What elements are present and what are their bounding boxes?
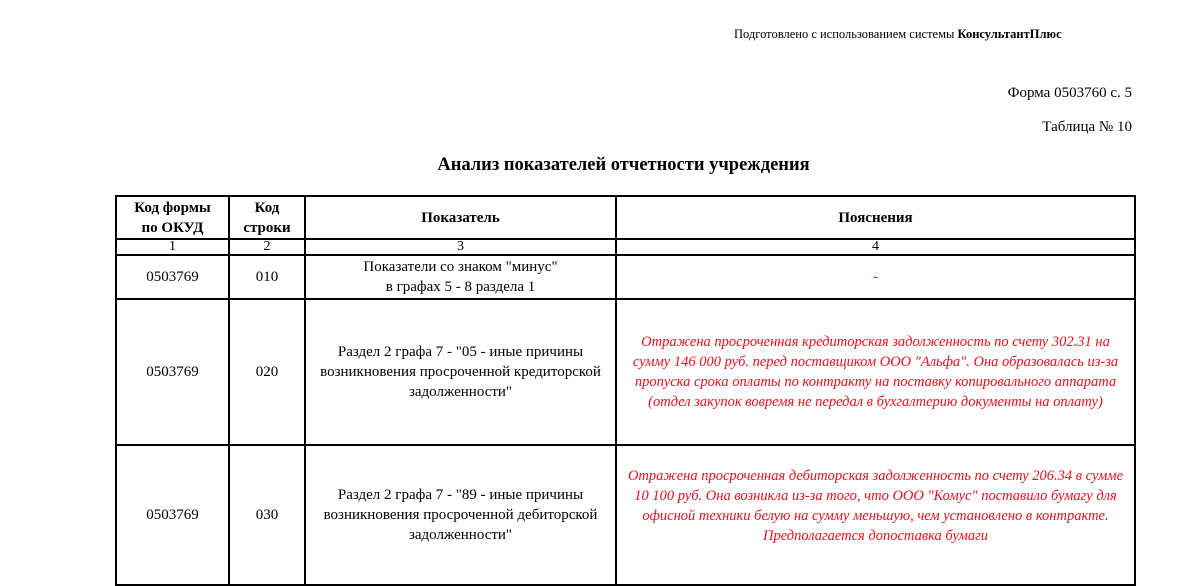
column-number-row xyxy=(116,239,1135,255)
note-cell: Отражена просроченная дебиторская задолженность по счету 206.34 в сумме 10 100 руб. Она возникла из-за того, что ООО "Комус" поставило бумагу для офисной техники белую на сумму меньшую, чем установлено в контракте. Предполагается допоставка бумаги xyxy=(616,445,1135,585)
report-table xyxy=(115,195,1136,586)
prepared-with-note xyxy=(734,27,1062,42)
note-cell: Отражена просроченная кредиторская задолженность по счету 302.31 на сумму 146 000 руб. перед поставщиком ООО "Альфа". Она образовалась из-за пропуска срока оплаты по контракту на поставку копировального аппарата (отдел закупок вовремя не передал в бухгалтерию документы на оплату) xyxy=(616,299,1135,445)
table-row xyxy=(116,299,1135,445)
column-number: 1 xyxy=(116,239,229,255)
table-row xyxy=(116,445,1135,585)
row-code-cell: 030 xyxy=(229,445,305,585)
indicator-cell: Показатели со знаком "минус" в графах 5 - 8 раздела 1 xyxy=(305,255,616,299)
table-number: Таблица № 10 xyxy=(1042,119,1132,135)
okud-cell: 0503769 xyxy=(116,255,229,299)
document-title: Анализ показателей отчетности учреждения xyxy=(437,155,810,175)
header-notes: Пояснения xyxy=(616,196,1135,239)
row-code-cell: 020 xyxy=(229,299,305,445)
indicator-cell: Раздел 2 графа 7 - "05 - иные причины возникновения просроченной кредиторской задолженности" xyxy=(305,299,616,445)
okud-cell: 0503769 xyxy=(116,445,229,585)
form-reference: Форма 0503760 с. 5 xyxy=(1007,85,1132,101)
column-number: 4 xyxy=(616,239,1135,255)
table-header-row xyxy=(116,196,1135,239)
column-number: 3 xyxy=(305,239,616,255)
header-indicator: Показатель xyxy=(305,196,616,239)
indicator-cell: Раздел 2 графа 7 - "89 - иные причины возникновения просроченной дебиторской задолженности" xyxy=(305,445,616,585)
prepared-prefix: Подготовлено с использованием системы xyxy=(734,27,955,41)
header-row-code: Код строки xyxy=(229,196,305,239)
header-okud: Код формы по ОКУД xyxy=(116,196,229,239)
brand-name: КонсультантПлюс xyxy=(957,27,1062,41)
okud-cell: 0503769 xyxy=(116,299,229,445)
column-number: 2 xyxy=(229,239,305,255)
row-code-cell: 010 xyxy=(229,255,305,299)
note-cell: - xyxy=(616,255,1135,299)
table-row xyxy=(116,255,1135,299)
